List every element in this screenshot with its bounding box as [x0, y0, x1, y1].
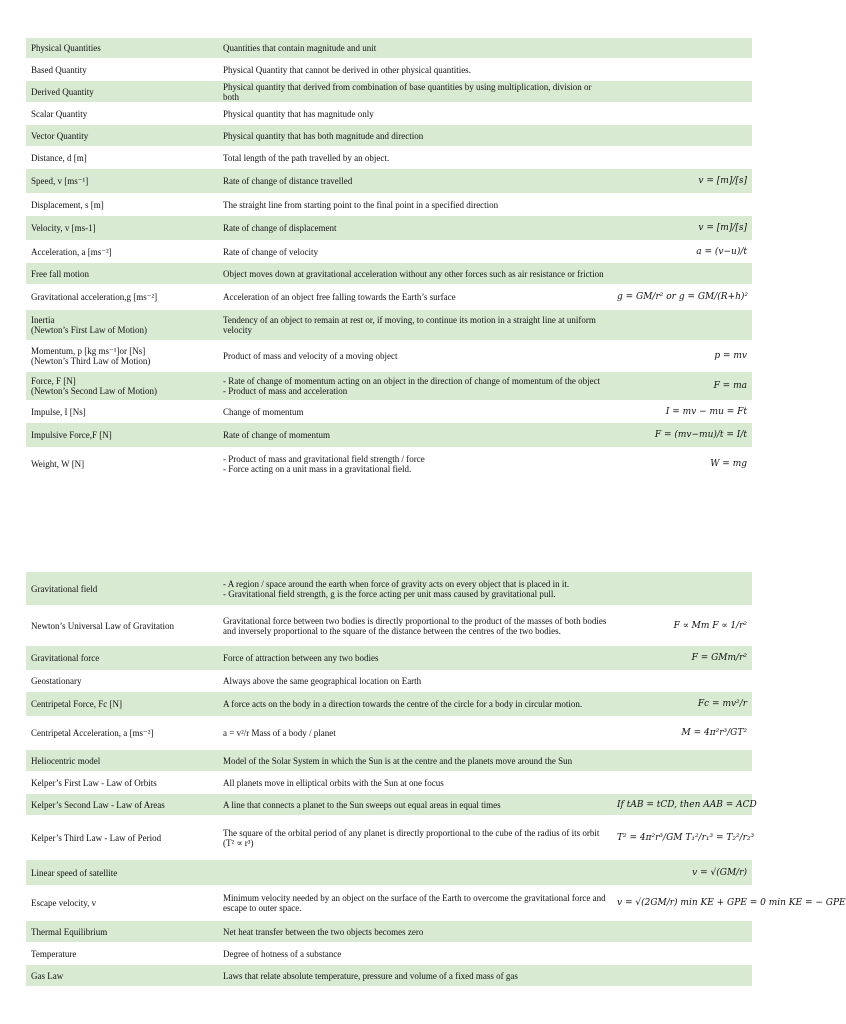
term-cell: Gravitational acceleration,g [ms⁻²]: [26, 285, 218, 310]
term-cell: Centripetal Force, Fc [N]: [26, 692, 218, 717]
term-cell: Weight, W [N]: [26, 448, 218, 480]
formula-cell: F = (mv−mu)/t = I/t: [612, 423, 752, 448]
table-row: [26, 816, 752, 860]
definition-cell: Object moves down at gravitational acceleration without any other forces such as air resistance or friction: [218, 263, 612, 285]
term-cell: Velocity, v [ms-1]: [26, 216, 218, 241]
term-cell: Impulsive Force,F [N]: [26, 423, 218, 448]
term-cell: Linear speed of satellite: [26, 860, 218, 886]
term-cell: Acceleration, a [ms⁻²]: [26, 241, 218, 263]
table-row: [26, 194, 752, 216]
formula-cell: T² = 4π²r³/GM T₁²/r₁³ = T₂²/r₂³: [612, 816, 752, 860]
formula-cell: [612, 750, 752, 772]
term-cell: Thermal Equilibrium: [26, 921, 218, 943]
formula-cell: [612, 194, 752, 216]
formula-cell: M = 4π²r³/GT²: [612, 717, 752, 750]
definition-cell: - Product of mass and gravitational field strength / force - Force acting on a unit mass in a gravitational field.: [218, 448, 612, 480]
term-cell: Newton’s Universal Law of Gravitation: [26, 606, 218, 646]
table-row: [26, 169, 752, 194]
term-cell: Based Quantity: [26, 59, 218, 81]
definition-cell: A force acts on the body in a direction towards the centre of the circle for a body in circular motion.: [218, 692, 612, 717]
term-cell: Physical Quantities: [26, 38, 218, 59]
definition-cell: Total length of the path travelled by an object.: [218, 147, 612, 169]
definition-cell: Rate of change of distance travelled: [218, 169, 612, 194]
definition-cell: a = v²/r Mass of a body / planet: [218, 717, 612, 750]
formula-cell: p = mv: [612, 341, 752, 372]
table-row: [26, 921, 752, 943]
formula-cell: [612, 921, 752, 943]
table-row: [26, 572, 752, 606]
table-row: [26, 241, 752, 263]
term-cell: Temperature: [26, 943, 218, 965]
table-row: [26, 81, 752, 103]
table-row: [26, 103, 752, 125]
definition-cell: Force of attraction between any two bodies: [218, 646, 612, 671]
definition-cell: - A region / space around the earth when force of gravity acts on every object that is placed in it. - Gravitational field strength, g is the force acting per unit mass caused by gravitational pull.: [218, 572, 612, 606]
table-row: [26, 717, 752, 750]
term-cell: Kelper’s Third Law - Law of Period: [26, 816, 218, 860]
term-cell: Centripetal Acceleration, a [ms⁻²]: [26, 717, 218, 750]
table-row: [26, 310, 752, 341]
table-row: [26, 59, 752, 81]
formula-cell: Fc = mv²/r: [612, 692, 752, 717]
definition-cell: A line that connects a planet to the Sun sweeps out equal areas in equal times: [218, 794, 612, 816]
formula-cell: [612, 965, 752, 987]
formula-cell: v = [m]/[s]: [612, 169, 752, 194]
definition-cell: Physical Quantity that cannot be derived in other physical quantities.: [218, 59, 612, 81]
formula-cell: [612, 103, 752, 125]
term-cell: Derived Quantity: [26, 81, 218, 103]
term-cell: Speed, v [ms⁻¹]: [26, 169, 218, 194]
table-row: [26, 372, 752, 401]
formula-cell: v = [m]/[s]: [612, 216, 752, 241]
term-cell: Kelper’s First Law - Law of Orbits: [26, 772, 218, 794]
table-row: [26, 772, 752, 794]
formula-cell: W = mg: [612, 448, 752, 480]
table-row: [26, 886, 752, 921]
definition-cell: The square of the orbital period of any planet is directly proportional to the cube of the radius of its orbit (T² ∝ r³): [218, 816, 612, 860]
definition-cell: Physical quantity that derived from combination of base quantities by using multiplication, division or both: [218, 81, 612, 103]
formula-cell: I = mv − mu = Ft: [612, 401, 752, 423]
table-row: [26, 860, 752, 886]
definition-cell: Rate of change of velocity: [218, 241, 612, 263]
formula-cell: [612, 147, 752, 169]
table-row: [26, 401, 752, 423]
formula-cell: [612, 310, 752, 341]
table-row: [26, 285, 752, 310]
formula-cell: [612, 943, 752, 965]
term-cell: Force, F [N] (Newton’s Second Law of Motion): [26, 372, 218, 401]
definition-cell: Rate of change of displacement: [218, 216, 612, 241]
term-cell: Scalar Quantity: [26, 103, 218, 125]
formula-cell: If tAB = tCD, then AAB = ACD: [612, 794, 752, 816]
table-row: [26, 147, 752, 169]
formula-cell: [612, 125, 752, 147]
definition-cell: Change of momentum: [218, 401, 612, 423]
table-row: [26, 965, 752, 987]
formula-cell: a = (v−u)/t: [612, 241, 752, 263]
definition-cell: Acceleration of an object free falling towards the Earth’s surface: [218, 285, 612, 310]
term-cell: Gravitational force: [26, 646, 218, 671]
formula-cell: v = √(2GM/r) min KE + GPE = 0 min KE = − GPE: [612, 886, 752, 921]
formula-cell: [612, 38, 752, 59]
definition-cell: Minimum velocity needed by an object on the surface of the Earth to overcome the gravitational force and escape to outer space.: [218, 886, 612, 921]
term-cell: Momentum, p [kg ms⁻¹]or [Ns] (Newton’s Third Law of Motion): [26, 341, 218, 372]
definition-cell: The straight line from starting point to the final point in a specified direction: [218, 194, 612, 216]
definition-cell: Net heat transfer between the two objects becomes zero: [218, 921, 612, 943]
table-row: [26, 692, 752, 717]
table-row: [26, 943, 752, 965]
definition-cell: All planets move in elliptical orbits with the Sun at one focus: [218, 772, 612, 794]
definition-cell: - Rate of change of momentum acting on an object in the direction of change of momentum of the object - Product of mass and acceleration: [218, 372, 612, 401]
definition-cell: Always above the same geographical location on Earth: [218, 671, 612, 692]
table-row: [26, 38, 752, 59]
term-cell: Impulse, I [Ns]: [26, 401, 218, 423]
formula-cell: g = GM/r² or g = GM/(R+h)²: [612, 285, 752, 310]
formula-cell: F = GMm/r²: [612, 646, 752, 671]
definition-cell: [218, 860, 612, 886]
term-cell: Free fall motion: [26, 263, 218, 285]
term-cell: Kelper’s Second Law - Law of Areas: [26, 794, 218, 816]
definition-cell: Model of the Solar System in which the Sun is at the centre and the planets move around the Sun: [218, 750, 612, 772]
table-row: [26, 794, 752, 816]
definition-cell: Quantities that contain magnitude and unit: [218, 38, 612, 59]
term-cell: Gas Law: [26, 965, 218, 987]
formula-cell: [612, 772, 752, 794]
term-cell: Gravitational field: [26, 572, 218, 606]
formula-cell: [612, 671, 752, 692]
term-cell: Displacement, s [m]: [26, 194, 218, 216]
formula-cell: F ∝ Mm F ∝ 1/r²: [612, 606, 752, 646]
definition-cell: Physical quantity that has magnitude only: [218, 103, 612, 125]
physics-table-part-1: [26, 37, 752, 480]
table-row: [26, 606, 752, 646]
definition-cell: Physical quantity that has both magnitude and direction: [218, 125, 612, 147]
definition-cell: Gravitational force between two bodies is directly proportional to the product of the masses of both bodies and inversely proportional to the square of the distance between the centres of the two bodies.: [218, 606, 612, 646]
term-cell: Geostationary: [26, 671, 218, 692]
physics-table-part-2: [26, 571, 846, 987]
table-row: [26, 750, 752, 772]
definition-cell: Degree of hotness of a substance: [218, 943, 612, 965]
term-cell: Vector Quantity: [26, 125, 218, 147]
term-cell: Heliocentric model: [26, 750, 218, 772]
table-row: [26, 216, 752, 241]
definition-cell: Rate of change of momentum: [218, 423, 612, 448]
formula-cell: F = ma: [612, 372, 752, 401]
formula-cell: [612, 263, 752, 285]
table-row: [26, 341, 752, 372]
term-cell: Inertia (Newton’s First Law of Motion): [26, 310, 218, 341]
table-row: [26, 646, 752, 671]
formula-cell: [612, 59, 752, 81]
formula-cell: [612, 572, 752, 606]
formula-cell: [612, 81, 752, 103]
table-row: [26, 671, 752, 692]
definition-cell: Product of mass and velocity of a moving object: [218, 341, 612, 372]
definition-cell: Laws that relate absolute temperature, pressure and volume of a fixed mass of gas: [218, 965, 612, 987]
formula-cell: v = √(GM/r): [612, 860, 752, 886]
table-row: [26, 448, 752, 480]
term-cell: Escape velocity, v: [26, 886, 218, 921]
term-cell: Distance, d [m]: [26, 147, 218, 169]
table-row: [26, 423, 752, 448]
table-row: [26, 263, 752, 285]
definition-cell: Tendency of an object to remain at rest or, if moving, to continue its motion in a straight line at uniform velocity: [218, 310, 612, 341]
table-row: [26, 125, 752, 147]
